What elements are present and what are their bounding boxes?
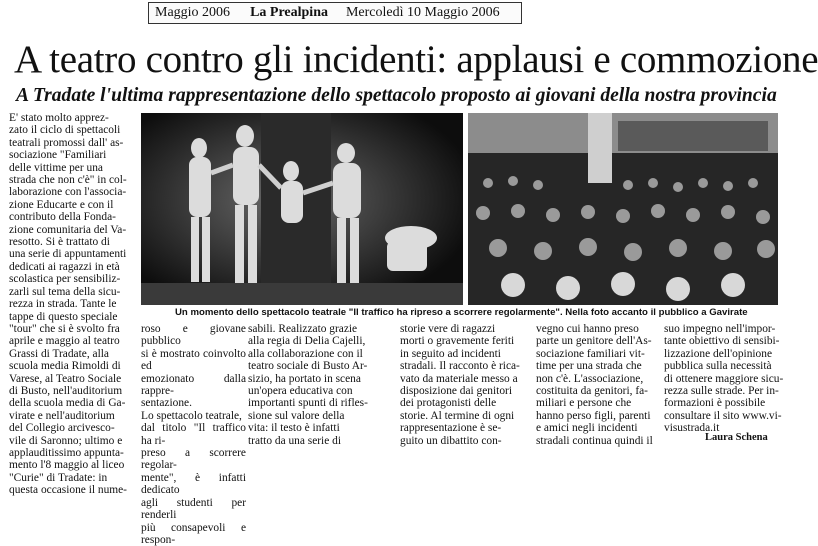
- issue-date: Mercoledì 10 Maggio 2006: [345, 5, 500, 20]
- article-column-5: vegno cui hanno preso parte un genitore dell'As- sociazione familiari vit- time per una strada che non c'è. L'associazione, costituita da genitori, fa- miliari e persone che hanno perso figli, parenti e amici negli incidenti stradali continua quindi il: [536, 323, 653, 447]
- article-column-4: storie vere di ragazzi morti o gravemente feriti in seguito ad incidenti stradali. Il racconto è rica- vato da materiale messo a disposizione dai genitori dei protagonisti delle storie. Al termine di ogni rappresentazione è se- guito un dibattito con-: [400, 323, 520, 447]
- article-column-2: roso e giovane pubblico si è mostrato coinvolto ed emozionato dalla rappre- sentazione. Lo spettacolo teatrale, dal titolo "Il traffico ha ri- preso a scorrere regolar- mente", è infatti dedicato agli studenti per renderli più consapevoli e respon-: [141, 323, 246, 546]
- masthead-bar: [148, 2, 522, 24]
- article-headline: A teatro contro gli incidenti: applausi e commozione: [14, 38, 818, 81]
- article-subheadline: A Tradate l'ultima rappresentazione dello spettacolo proposto ai giovani della nostra provincia: [16, 85, 777, 106]
- photo-caption: Un momento dello spettacolo teatrale "Il traffico ha ripreso a scorrere regolarmente". Nella foto accanto il pubblico a Gavirate: [175, 307, 748, 318]
- article-column-6: suo impegno nell'impor- tante obiettivo di sensibi- lizzazione dell'opinione pubblica sulla necessità di ottenere maggiore sicu- rezza sulle strade. Per in- formazioni è possibile consultare il sito www.vi- visustrada.it: [664, 323, 784, 435]
- issue-month: Maggio 2006: [155, 5, 231, 20]
- article-column-1: E' stato molto apprez- zato il ciclo di spettacoli teatrali promossi dall' as- sociazione "Familiari delle vittime per una strada che non c'è" in col- laborazione con l'associa- zione Educarte e con il contributo della Fonda- zione comunitaria del Va- resotto. Si è trattato di una serie di appuntamenti dedicati ai ragazzi in età scolastica per sensibiliz- zarli sul tema della sicu- rezza in strada. Tante le tappe di questo speciale "tour" che si è svolto fra aprile e maggio al teatro Grassi di Tradate, alla scuola media Rimoldi di Varese, al Teatro Sociale di Busto, nell'auditorium della scuola media di Ga- virate e nell'auditorium del Collegio arcivesco- vile di Saronno; ultimo e applauditissimo appunta- mento l'8 maggio al liceo "Curie" di Tradate: in questa occasione il nume-: [9, 112, 127, 497]
- author-byline: Laura Schena: [705, 432, 768, 443]
- audience-photo: [468, 113, 778, 305]
- article-column-3: sabili. Realizzato grazie alla regia di Delia Cajelli, alla collaborazione con il teatro sociale di Busto Ar- sizio, ha portato in scena un'opera educativa con importanti spunti di rifles- sione sul valore della vita: il testo è infatti tratto da una serie di: [248, 323, 368, 447]
- theatre-performance-photo: [141, 113, 463, 305]
- newspaper-name: La Prealpina: [250, 5, 328, 20]
